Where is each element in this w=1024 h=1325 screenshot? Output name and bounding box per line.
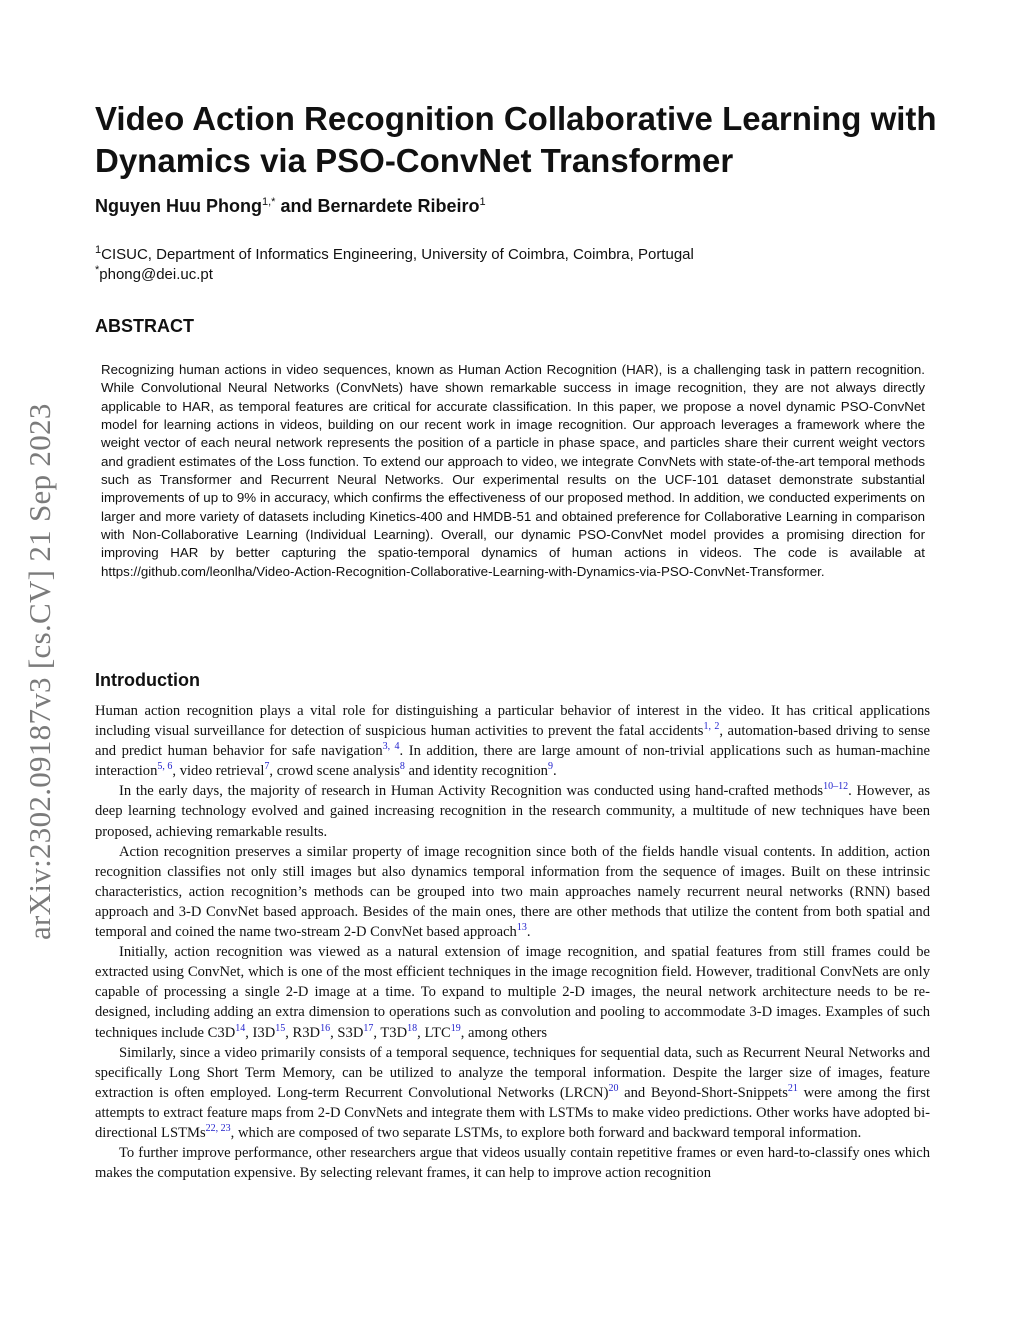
citation-ref[interactable]: 1, 2	[703, 721, 720, 733]
paragraph-text: and Beyond-Short-Snippets	[618, 1084, 788, 1101]
citation-ref[interactable]: 8	[399, 761, 405, 773]
citation-ref[interactable]: 10–12	[823, 781, 849, 793]
citation-ref[interactable]: 14	[235, 1022, 246, 1034]
paragraph-text: , LTC	[417, 1024, 451, 1041]
paragraph	[95, 1043, 930, 1143]
paragraph-text: To further improve performance, other researchers argue that videos usually contain repetitive frames or even hard-to-classify ones which makes the computation expensive. By selecting relevant frames, it can help to improve action recognition	[95, 1145, 930, 1182]
paragraph-text: Action recognition preserves a similar property of image recognition since both of the fields handle visual contents. In addition, action recognition classifies not only still images but also dynamics temporal information from the sequence of images. Built on these intrinsic characteristics, action recognition’s methods can be grouped into two main approaches namely recurrent neural networks (RNN) based approach and 3-D ConvNet based approach. Besides of the main ones, there are other methods that utilize the content from both spatial and temporal and coined the name two-stream 2-D ConvNet based approach	[95, 843, 930, 941]
citation-ref[interactable]: 17	[363, 1022, 374, 1034]
abstract-text: Recognizing human actions in video sequences, known as Human Action Recognition (HAR), is a challenging task in pattern recognition. While Convolutional Neural Networks (ConvNets) have shown remarkable success in image recognition, they are not always directly applicable to HAR, as temporal features are critical for accurate classification. In this paper, we propose a novel dynamic PSO-ConvNet model for learning actions in videos, building on our recent work in image recognition. Our approach leverages a framework where the weight vector of each neural network represents the position of a particle in phase space, and particles share their current weight vectors and gradient estimates of the Loss function. To extend our approach to video, we integrate ConvNets with state-of-the-art temporal methods such as Transformer and Recurrent Neural Networks. Our experimental results on the UCF-101 dataset demonstrate substantial improvements of up to 9% in accuracy, which confirms the effectiveness of our proposed method. In addition, we conducted experiments on larger and more variety of datasets including Kinetics-400 and HMDB-51 and obtained preference for Collaborative Learning in comparison with Non-Collaborative Learning (Individual Learning). Overall, our dynamic PSO-ConvNet model provides a promising direction for improving HAR by better capturing the spatio-temporal dynamics of human actions in videos. The code is available at https://github.com/leonlha/Video-Action-Recognition-Collaborative-Learning-with-Dynamics-via-PSO-ConvNet-Transformer.	[101, 362, 925, 579]
author-name: Nguyen Huu Phong	[95, 196, 262, 216]
citation-ref[interactable]: 15	[275, 1022, 286, 1034]
paragraph	[95, 942, 930, 1042]
author-email: phong@dei.uc.pt	[99, 266, 213, 283]
affiliation-text: CISUC, Department of Informatics Engineering, University of Coimbra, Coimbra, Portugal	[101, 246, 694, 263]
affiliation-mark: 1,*	[261, 196, 276, 208]
paragraph-text: Initially, action recognition was viewed as a natural extension of image recognition, and spatial features from still frames could be extracted using ConvNet, which is one of the most efficient techniques in the image recognition field. However, traditional ConvNets are only capable of processing a single 2-D image at a time. To expand to multiple 2-D images, the neural network architecture needs to be re-designed, including adding an extra dimension to operations such as convolution and pooling to accommodate 3-D images. Examples of such techniques include C3D	[95, 944, 930, 1041]
email-mark: *	[95, 264, 100, 276]
affiliations	[95, 245, 694, 285]
paragraph-text: , among others	[460, 1024, 548, 1041]
paragraph	[95, 1143, 930, 1183]
citation-ref[interactable]: 20	[608, 1082, 619, 1094]
citation-ref[interactable]: 16	[320, 1022, 331, 1034]
paragraph	[95, 781, 930, 841]
citation-ref[interactable]: 18	[407, 1022, 418, 1034]
paragraph-text: , S3D	[330, 1024, 364, 1041]
author-conjunction: and	[275, 196, 318, 216]
introduction-body	[95, 701, 930, 1183]
paragraph-text: .	[552, 763, 557, 780]
paragraph-text: , T3D	[373, 1024, 408, 1041]
citation-ref[interactable]: 21	[787, 1082, 798, 1094]
paragraph-text: Human action recognition plays a vital role for distinguishing a particular behavior of interest in the video. It has critical applications including visual surveillance for detection of suspicious human activities to prevent the fatal accidents	[95, 703, 930, 740]
paragraph-text: were among the first attempts to extract feature maps from 2-D ConvNets and integrate them with LSTMs to make video predictions. Other works have adopted bi-directional LSTMs	[95, 1084, 930, 1141]
citation-ref[interactable]: 7	[264, 761, 270, 773]
paragraph-text: , automation-based driving to sense and predict human behavior for safe navigation	[95, 723, 931, 760]
arxiv-stamp: arXiv:2302.09187v3 [cs.CV] 21 Sep 2023	[22, 403, 57, 940]
citation-ref[interactable]: 19	[450, 1022, 461, 1034]
author-line	[95, 196, 486, 217]
citation-ref[interactable]: 3, 4	[382, 741, 400, 753]
paragraph-text: , which are composed of two separate LSTMs, to explore both forward and backward temporal information.	[230, 1124, 862, 1141]
paragraph-text: .	[526, 924, 531, 941]
author-name: Bernardete Ribeiro	[317, 196, 480, 216]
citation-ref[interactable]: 5, 6	[157, 761, 173, 773]
affiliation-mark: 1	[95, 244, 102, 256]
paragraph-text: , crowd scene analysis	[269, 763, 400, 780]
paragraph	[95, 842, 930, 942]
paper-title: Video Action Recognition Collaborative Learning with Dynamics via PSO-ConvNet Transformer	[95, 100, 937, 179]
paragraph-text: . In addition, there are large amount of non-trivial applications such as human-machine interaction	[95, 743, 931, 780]
abstract-heading: ABSTRACT	[95, 316, 194, 336]
paragraph-text: and identity recognition	[404, 763, 548, 780]
citation-ref[interactable]: 22, 23	[205, 1123, 231, 1135]
paragraph-text: Similarly, since a video primarily consists of a temporal sequence, techniques for sequential data, such as Recurrent Neural Networks and specifically Long Short Term Memory, can be utilized to analyze the temporal information. Despite the larger size of images, feature extraction is often employed. Long-term Recurrent Convolutional Networks (LRCN)	[95, 1044, 930, 1101]
introduction-heading: Introduction	[95, 670, 200, 690]
paragraph-text: . However, as deep learning technology evolved and gained increasing recognition in the research community, a multitude of new techniques have been proposed, achieving remarkable results.	[95, 783, 930, 840]
paragraph-text: , video retrieval	[172, 763, 265, 780]
affiliation-mark: 1	[479, 196, 486, 208]
paragraph	[95, 701, 930, 781]
email-line	[95, 265, 694, 285]
affiliation-line	[95, 245, 694, 265]
paragraph-text: , R3D	[285, 1024, 321, 1041]
paragraph-text: , I3D	[245, 1024, 276, 1041]
citation-ref[interactable]: 9	[547, 761, 553, 773]
paragraph-text: In the early days, the majority of research in Human Activity Recognition was conducted using hand-crafted methods	[119, 783, 824, 800]
citation-ref[interactable]: 13	[516, 922, 527, 934]
